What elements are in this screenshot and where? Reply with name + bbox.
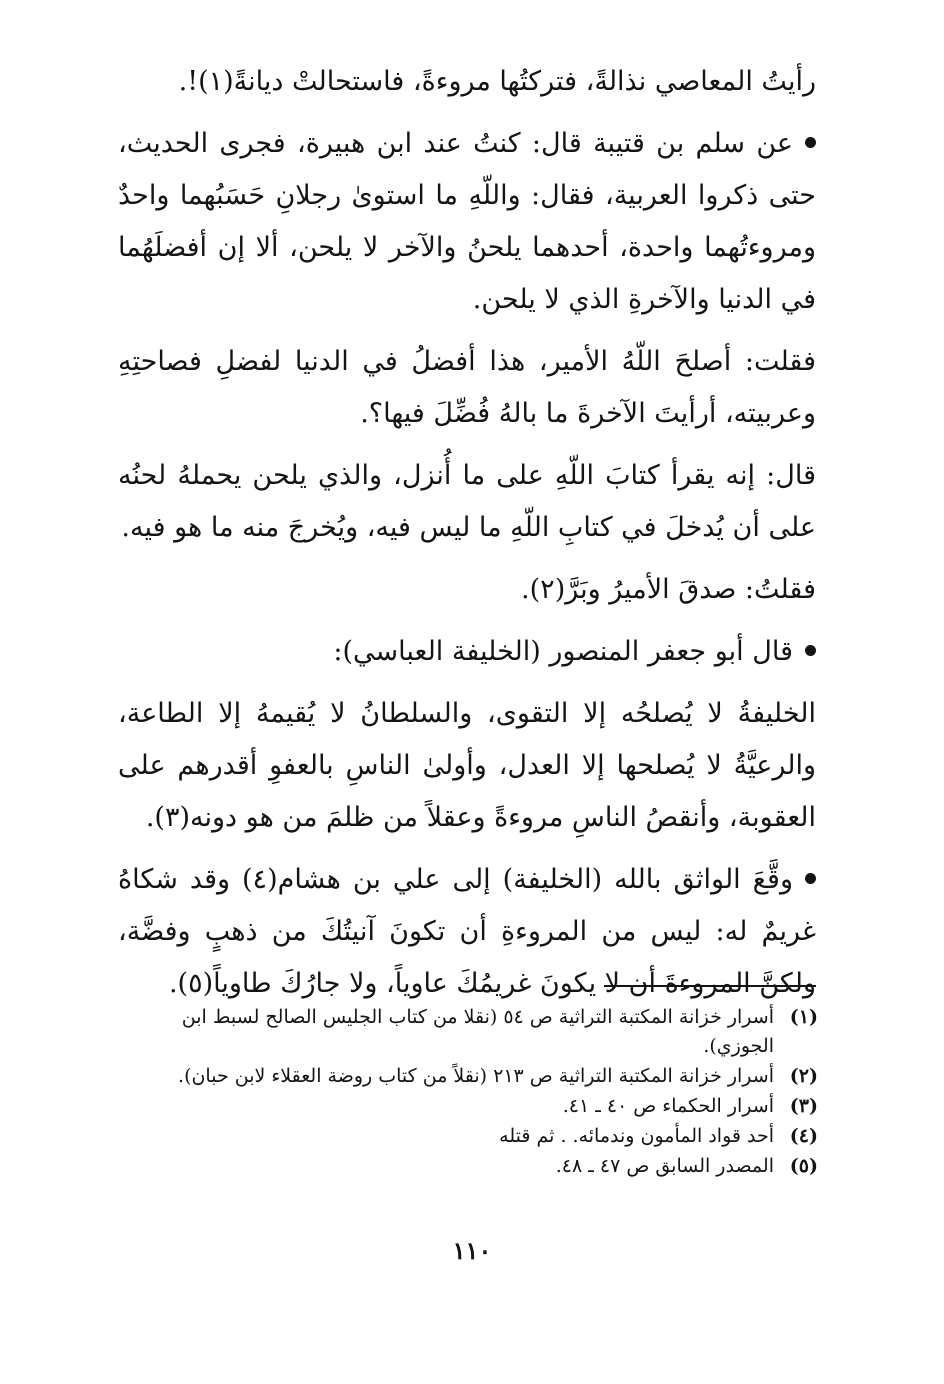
paragraph-6 xyxy=(118,626,816,678)
footnote-text: أحد قواد المأمون وندمائه. . ثم قتله xyxy=(499,1125,774,1147)
paragraph-6-text: قال أبو جعفر المنصور (الخليفة العباسي): xyxy=(333,636,793,667)
paragraph-3-text: فقلت: أصلحَ اللّهُ الأمير، هذا أفضلُ في الدنيا لفضلِ فصاحتِهِ وعربيته، أرأيتَ الآخرةَ ما بالهُ فُضِّلَ فيها؟. xyxy=(118,346,816,429)
paragraph-5-text: فقلتُ: صدقَ الأميرُ وبَرَّ(٢). xyxy=(521,574,816,605)
paragraph-2-text: عن سلم بن قتيبة قال: كنتُ عند ابن هبيرة، فجرى الحديث، حتى ذكروا العربية، فقال: واللّهِ ما استوىٰ رجلانِ حَسَبُهما واحدٌ ومروءتُهما واحدة، أحدهما يلحنُ والآخر لا يلحن، ألا إن أفضلَهُما في الدنيا والآخرةِ الذي لا يلحن. xyxy=(118,128,816,315)
footnote-4 xyxy=(118,1122,818,1151)
footnote-1 xyxy=(118,1003,818,1061)
footnote-text: أسرار الحكماء ص ٤٠ ـ ٤١. xyxy=(562,1095,774,1117)
footnote-text: المصدر السابق ص ٤٧ ـ ٤٨. xyxy=(555,1155,774,1177)
paragraph-4-text: قال: إنه يقرأ كتابَ اللّهِ على ما أُنزل، والذي يلحن يحملهُ لحنُه على أن يُدخلَ في كتابِ اللّهِ ما ليس فيه، ويُخرجَ منه ما هو فيه. xyxy=(118,460,816,543)
paragraph-7 xyxy=(118,688,816,844)
paragraph-5 xyxy=(118,564,816,616)
page-number: ١١٠ xyxy=(452,1236,492,1265)
bullet-icon xyxy=(805,137,816,148)
footnote-2 xyxy=(118,1062,818,1091)
footnote-text: أسرار خزانة المكتبة التراثية ص ٢١٣ (نقلاً من كتاب روضة العقلاء لابن حبان). xyxy=(178,1065,774,1087)
footnote-5 xyxy=(118,1152,818,1181)
footnote-3 xyxy=(118,1092,818,1121)
paragraph-3 xyxy=(118,336,816,440)
paragraph-8-text: وقَّعَ الواثق بالله (الخليفة) إلى علي بن هشام(٤) وقد شكاهُ غريمٌ له: ليس من المروءةِ أن تكونَ آنيتُكَ من ذهبٍ وفضَّة، ولكنَّ المروءةَ أن لا يكونَ غريمُكَ عاوياً، ولا جارُكَ طاوياً(٥). xyxy=(118,864,816,999)
footnote-text: أسرار خزانة المكتبة التراثية ص ٥٤ (نقلا من كتاب الجليس الصالح لسبط ابن الجوزي). xyxy=(181,1006,774,1057)
paragraph-1-text: رأيتُ المعاصي نذالةً، فتركتُها مروءةً، فاستحالتْ ديانةً(١)!. xyxy=(178,66,816,97)
footnote-number: (٣) xyxy=(789,1095,818,1117)
paragraph-1 xyxy=(118,56,816,108)
footnote-divider xyxy=(604,985,816,987)
paragraph-2 xyxy=(118,118,816,326)
footnote-number: (٤) xyxy=(789,1125,818,1147)
main-text xyxy=(118,56,816,1020)
paragraph-4 xyxy=(118,450,816,554)
footnotes xyxy=(118,1003,818,1182)
bullet-icon xyxy=(805,873,816,884)
paragraph-7-text: الخليفةُ لا يُصلحُه إلا التقوى، والسلطانُ لا يُقيمهُ إلا الطاعة، والرعيَّةُ لا يُصلحها إلا العدل، وأولىٰ الناسِ بالعفوِ أقدرهم على العقوبة، وأنقصُ الناسِ مروءةً وعقلاً من ظلمَ من هو دونه(٣). xyxy=(118,698,816,833)
footnote-number: (٥) xyxy=(789,1155,818,1177)
footnote-number: (٢) xyxy=(789,1065,818,1087)
footnote-number: (١) xyxy=(789,1006,818,1028)
bullet-icon xyxy=(805,645,816,656)
